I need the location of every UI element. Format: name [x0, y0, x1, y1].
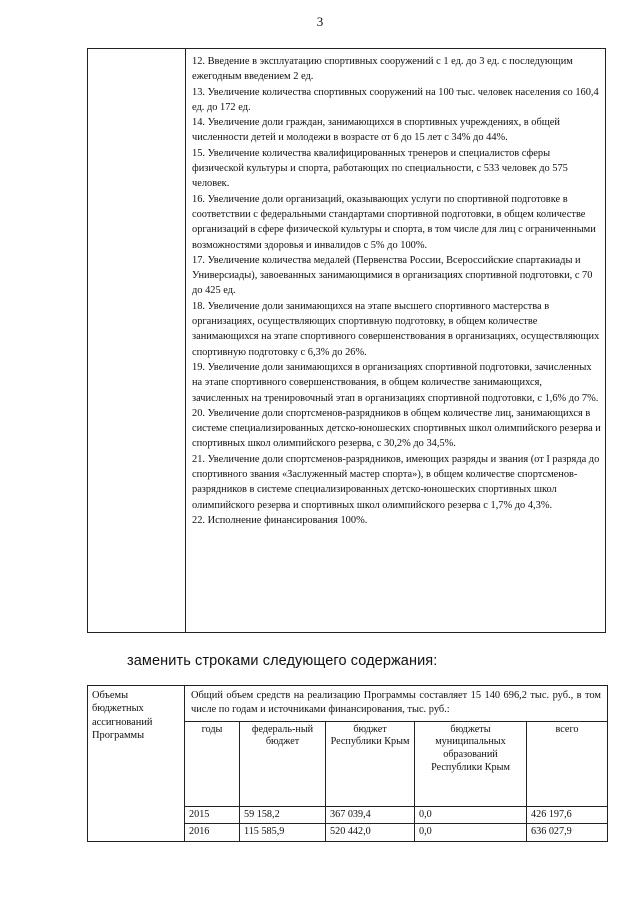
page-number: 3	[316, 14, 324, 29]
indicator-item: 19. Увеличение доли занимающихся в организациях спортивной подготовки, зачисленных на этапе спортивного совершенствования, в общем количестве занимающихся, зачисленных на тренировочный этап в организациях спортивной подготовки, с 1,6% до 7%.	[192, 361, 599, 404]
cell-total: 636 027,9	[527, 824, 608, 841]
budget-content-cell	[185, 686, 608, 842]
cell-year: 2016	[185, 824, 240, 841]
cell-federal: 115 585,9	[240, 824, 326, 841]
indicator-item: 20. Увеличение доли спортсменов-разрядников в общем количестве лиц, занимающихся в системе специализированных детско-юношеских спортивных школ олимпийского резерва и спортивных школ олимпийского резерва, с 30,2% до 34,5%.	[192, 407, 601, 450]
header-municipal-budgets: бюджеты муниципальных образований Республики Крым	[415, 721, 527, 806]
indicator-item: 15. Увеличение количества квалифицированных тренеров и специалистов сферы физической культуры и спорта, работающих по специальности, с 533 человек до 575 человек.	[192, 147, 568, 190]
cell-republic: 520 442,0	[326, 824, 415, 841]
indicator-item: 18. Увеличение доли занимающихся на этапе высшего спортивного мастерства в организациях, осуществляющих спортивную подготовку, в общем количестве занимающихся на этапе спортивного совершенствования в организациях, осуществляющих спортивную подготовку с 6,3% до 26%.	[192, 300, 600, 358]
indicator-item: 16. Увеличение доли организаций, оказывающих услуги по спортивной подготовке в соответствии с федеральными стандартами спортивной подготовки, в общем количестве организаций в сфере физической культуры и спорта, в том числе для лиц с ограниченными возможностями здоровья и инвалидов с 5% до 100%.	[192, 193, 596, 251]
indicator-item: 14. Увеличение доли граждан, занимающихся в спортивных учреждениях, в общей численности детей и молодежи в возрасте от 6 до 15 лет с 34% до 44%.	[192, 117, 560, 144]
header-years: годы	[185, 721, 240, 806]
indicator-item: 12. Введение в эксплуатацию спортивных сооружений с 1 ед. до 3 ед. с последующим ежегодным введением 2 ед.	[192, 56, 573, 83]
indicators-content-cell	[186, 49, 606, 633]
header-federal-budget: федераль-ный бюджет	[240, 721, 326, 806]
cell-federal: 59 158,2	[240, 806, 326, 824]
header-total: всего	[527, 721, 608, 806]
indicator-item: 13. Увеличение количества спортивных сооружений на 100 тыс. человек населения со 160,4 ед. до 172 ед.	[192, 86, 599, 113]
budget-row	[88, 686, 608, 842]
budget-table	[87, 685, 608, 842]
table-row	[185, 806, 607, 824]
indicator-item: 17. Увеличение количества медалей (Первенства России, Всероссийские спартакиады и Универсиады), завоеванных занимающимися в организациях спортивной подготовки, с 70 до 425 ед.	[192, 254, 593, 297]
cell-republic: 367 039,4	[326, 806, 415, 824]
indicator-item: 21. Увеличение доли спортсменов-разрядников, имеющих разряды и звания (от I разряда до спортивного звания «Заслуженный мастер спорта»), в общем количестве спортсменов-разрядников в системе специализированных детско-юношеских спортивных школ олимпийского резерва и спортивных школ олимпийского резерва с 1,7% до 4,3%.	[192, 453, 600, 511]
cell-municipal: 0,0	[415, 806, 527, 824]
indicators-label-cell	[88, 49, 186, 633]
indicators-table	[87, 48, 606, 633]
header-republic-budget: бюджет Республики Крым	[326, 721, 415, 806]
replacement-instruction: заменить строками следующего содержания:	[127, 653, 438, 669]
cell-municipal: 0,0	[415, 824, 527, 841]
cell-total: 426 197,6	[527, 806, 608, 824]
budget-header-row	[185, 721, 607, 806]
budget-breakdown-table	[185, 721, 607, 842]
cell-year: 2015	[185, 806, 240, 824]
budget-label: Объемы бюджетных ассигнований Программы	[88, 686, 185, 842]
indicators-row	[88, 49, 606, 633]
budget-total-text: Общий объем средств на реализацию Программы составляет 15 140 696,2 тыс. руб., в том числе по годам и источниками финансирования, тыс. руб.:	[191, 690, 601, 715]
table-row	[185, 824, 607, 841]
indicator-item: 22. Исполнение финансирования 100%.	[192, 514, 368, 526]
